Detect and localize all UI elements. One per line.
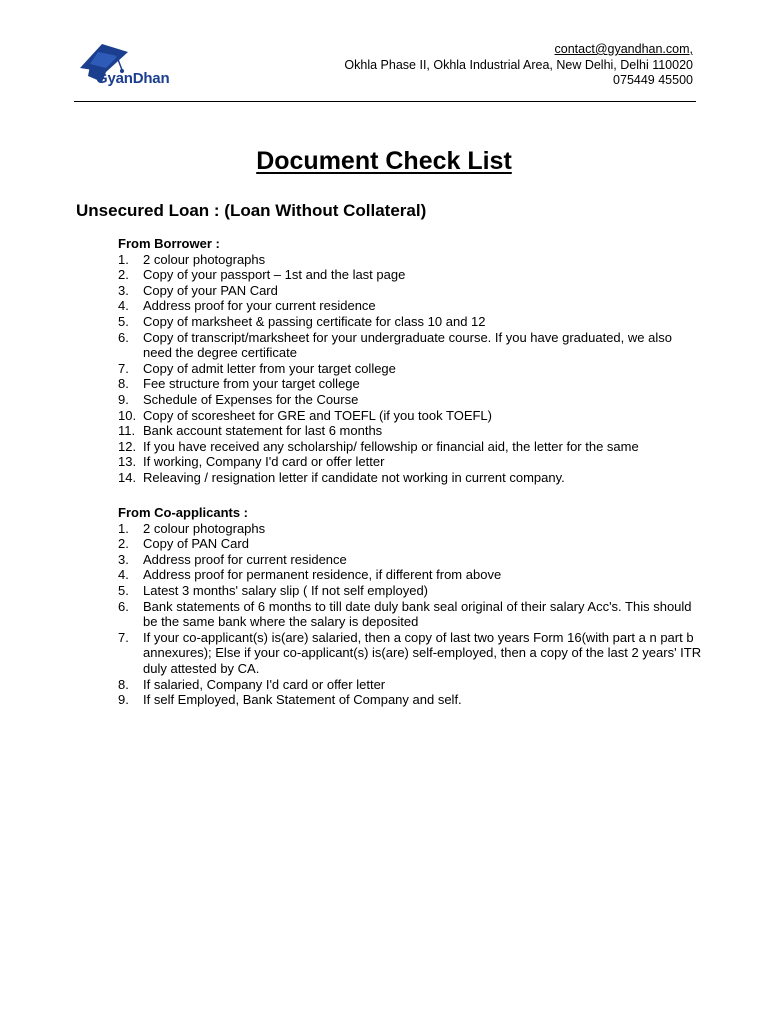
checklist-item [118,470,703,486]
checklist-item [118,423,703,439]
item-number: 1. [118,251,129,267]
checklist-item [118,552,703,568]
borrower-section [118,236,703,486]
item-number: 3. [118,551,129,567]
item-text: Copy of marksheet & passing certificate for class 10 and 12 [143,313,486,329]
item-text: Copy of scoresheet for GRE and TOEFL (if you took TOEFL) [143,407,492,423]
item-text: If working, Company I'd card or offer letter [143,454,385,470]
item-text: Copy of transcript/marksheet for your undergraduate course. If you have graduated, we also need the degree certificate [143,329,672,361]
item-number: 2. [118,536,129,552]
checklist-item [118,454,703,470]
checklist-item [118,677,703,693]
item-text: If self Employed, Bank Statement of Company and self. [143,692,462,708]
item-number: 12. [118,438,137,454]
item-text: Schedule of Expenses for the Course [143,391,359,407]
section-subtitle: Unsecured Loan : (Loan Without Collateral) [76,201,427,220]
logo-wordmark: GyanDhan [96,70,170,87]
item-text: Bank statements of 6 months to till date duly bank seal original of their salary Acc's. This should be the same bank where the salary is deposited [143,598,692,630]
borrower-heading: From Borrower : [118,236,220,251]
item-text: Fee structure from your target college [143,376,360,392]
checklist-item [118,283,703,299]
contact-phone: 075449 45500 [613,73,693,87]
item-text: If salaried, Company I'd card or offer letter [143,676,386,692]
borrower-list [118,252,703,486]
item-text: If your co-applicant(s) is(are) salaried, then a copy of last two years Form 16(with part a n part b annexures); Else if your co-applicant(s) is(are) self-employed, then a copy of the last 2 years' ITR duly attested by CA. [143,629,702,676]
item-number: 7. [118,360,129,376]
item-number: 8. [118,676,129,692]
item-number: 5. [118,313,129,329]
checklist-item [118,298,703,314]
item-text: Copy of your passport – 1st and the last page [143,267,406,283]
gyandhan-logo [76,42,206,92]
item-number: 5. [118,582,129,598]
checklist-item [118,521,703,537]
item-number: 13. [118,454,137,470]
checklist-item [118,267,703,283]
item-text: Address proof for current residence [143,551,347,567]
checklist-item [118,692,703,708]
checklist-item [118,567,703,583]
item-text: If you have received any scholarship/ fellowship or financial aid, the letter for the same [143,438,639,454]
item-text: Latest 3 months' salary slip ( If not self employed) [143,582,428,598]
checklist-item [118,252,703,268]
item-number: 4. [118,567,129,583]
checklist-item [118,392,703,408]
checklist-item [118,630,703,677]
item-text: 2 colour photographs [143,520,266,536]
header-divider [74,101,696,102]
coapplicants-heading: From Co-applicants : [118,505,249,520]
item-number: 6. [118,598,129,614]
item-number: 1. [118,520,129,536]
item-text: Address proof for your current residence [143,298,376,314]
item-number: 8. [118,376,129,392]
item-number: 11. [118,423,136,439]
contact-address: Okhla Phase II, Okhla Industrial Area, New Delhi, Delhi 110020 [344,57,693,72]
item-text: Copy of your PAN Card [143,282,278,298]
item-number: 10. [118,407,137,423]
checklist-item [118,439,703,455]
item-number: 14. [118,469,137,485]
checklist-item [118,536,703,552]
checklist-item [118,583,703,599]
checklist-item [118,376,703,392]
item-text: Address proof for permanent residence, if different from above [143,567,502,583]
checklist-item [118,599,703,630]
checklist-item [118,361,703,377]
item-number: 3. [118,282,129,298]
item-text: Bank account statement for last 6 months [143,423,383,439]
coapplicants-section [118,505,703,708]
item-number: 4. [118,298,129,314]
item-number: 2. [118,267,129,283]
checklist-item [118,314,703,330]
checklist-item [118,330,703,361]
document-title: Document Check List [256,147,512,175]
item-text: Copy of admit letter from your target college [143,360,396,376]
item-number: 9. [118,391,129,407]
coapplicants-list [118,521,703,708]
checklist-item [118,408,703,424]
item-text: Copy of PAN Card [143,536,249,552]
contact-email[interactable]: contact@gyandhan.com, [554,42,693,56]
contact-block [344,42,693,89]
item-number: 7. [118,629,129,645]
item-text: Releaving / resignation letter if candidate not working in current company. [143,469,565,485]
item-number: 9. [118,692,129,708]
item-number: 6. [118,329,129,345]
item-text: 2 colour photographs [143,251,266,267]
